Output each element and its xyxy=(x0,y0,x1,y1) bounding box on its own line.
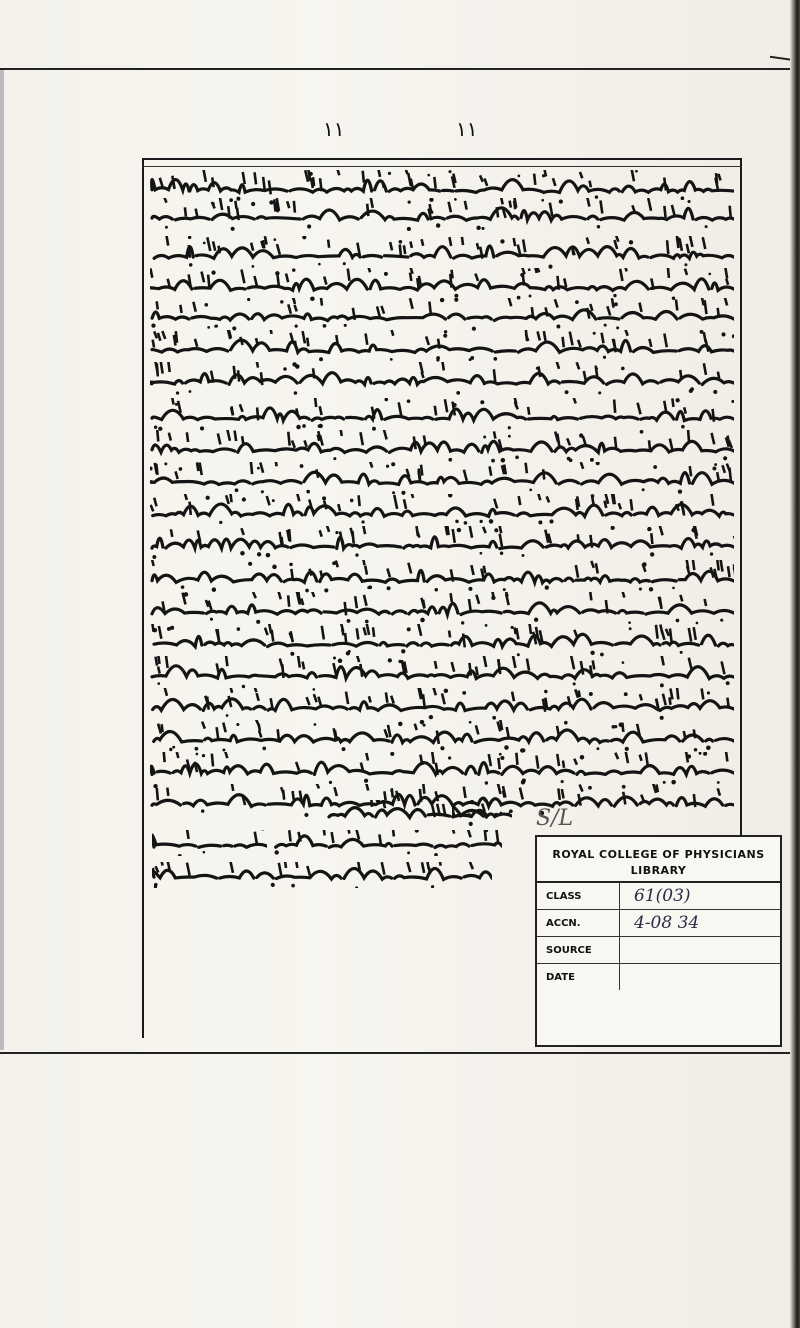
script-line xyxy=(150,462,734,496)
script-line xyxy=(150,494,734,528)
top-border-line xyxy=(0,68,790,70)
script-line xyxy=(150,752,734,786)
script-line xyxy=(150,688,734,722)
script-line xyxy=(150,268,734,302)
script-line xyxy=(150,398,734,432)
stamp-row-source xyxy=(537,937,780,964)
page-right-edge xyxy=(790,0,800,1328)
stamp-row-date xyxy=(537,964,780,990)
library-stamp xyxy=(535,835,782,1047)
stamp-department: LIBRARY xyxy=(630,864,687,877)
script-line xyxy=(150,656,734,690)
script-line xyxy=(150,592,734,626)
stamp-row-class xyxy=(537,883,780,910)
script-line xyxy=(150,330,734,364)
script-line xyxy=(150,430,734,464)
stamp-row-accn xyxy=(537,910,780,937)
arabic-footer-lines xyxy=(142,800,522,900)
script-line xyxy=(150,298,734,332)
stamp-label: CLASS xyxy=(537,883,620,909)
footer-script-line xyxy=(272,830,502,856)
stamp-label: ACCN. xyxy=(537,910,620,936)
script-line xyxy=(150,720,734,754)
stamp-institution: ROYAL COLLEGE OF PHYSICIANS xyxy=(552,848,765,861)
script-line xyxy=(150,560,734,594)
stamp-value: 4-08 34 xyxy=(634,913,700,933)
script-line xyxy=(150,236,734,270)
stamp-label: DATE xyxy=(537,964,620,990)
page-left-edge xyxy=(0,70,4,1050)
script-line xyxy=(150,526,734,560)
bottom-border-line xyxy=(0,1052,800,1054)
page-number-mark: ۱۱ xyxy=(456,117,478,141)
shelf-mark: S/L xyxy=(536,806,574,831)
frame-inner-rule xyxy=(142,166,742,167)
page-number-mark: ۱۱ xyxy=(323,117,345,141)
footer-script-line xyxy=(152,830,267,856)
script-line xyxy=(150,198,734,232)
stamp-value: 61(03) xyxy=(634,886,691,906)
footer-script-line xyxy=(152,862,492,888)
stamp-header xyxy=(537,837,780,883)
script-line xyxy=(150,362,734,396)
stamp-label: SOURCE xyxy=(537,937,620,963)
script-line xyxy=(150,624,734,658)
footer-script-line xyxy=(452,800,512,826)
